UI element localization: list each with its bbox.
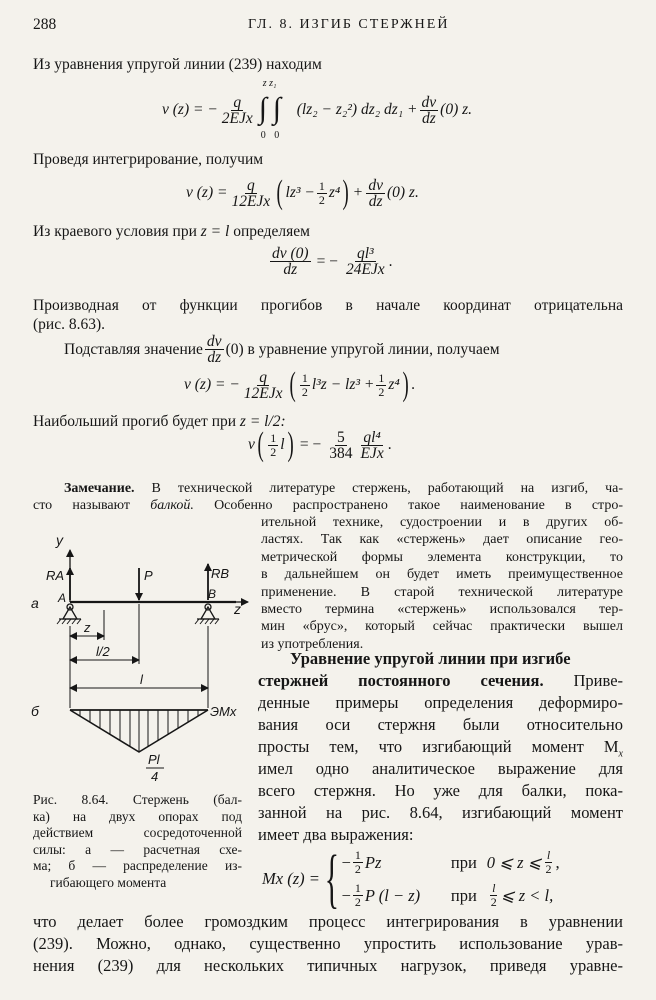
support-A-hatch — [57, 619, 81, 624]
equation-5: v ( $\frac{1}{2}$ l ) = − $\frac{5}{384}$ $\frac{\text{ql⁴}}{\text{EJx}}$ . — [248, 426, 392, 463]
note-line-5: метрической формы элемента конструкции, то — [261, 549, 623, 565]
label-P: P — [144, 568, 153, 583]
equation-1: v (z) = − $\frac{q}{\text{2EJx}}$ ∫ ∫ z z₁ 0 0 (lz₂ − z₂²) dz₂ dz₁ + $\frac{dv}{dz}$ (0) z. — [162, 78, 473, 141]
section-line-3: денные примеры определения деформиро- — [258, 693, 623, 712]
caption-line-1: Рис. 8.64. Стержень (бал- — [33, 792, 242, 807]
section-line-4: вания оси стержня были относительно — [258, 715, 623, 734]
note-line-7: применение. В старой технической литературе — [261, 584, 623, 600]
section-line-8: занной на рис. 8.64, изгибающий момент — [258, 803, 623, 822]
section-title-line-1: Уравнение упругой линии при изгибе — [290, 649, 571, 668]
label-peak-den: 4 — [151, 769, 159, 784]
section-line-7: всего стержня. Но уже для балки, пока- — [258, 781, 623, 800]
paragraph-6: Наибольший прогиб будет при z = l/2: — [33, 413, 286, 430]
equation-3: $\frac{dv (0)}{dz}$ = − $\frac{\text{ql³}}{\text{24EJx}}$ . — [272, 245, 393, 278]
note-line-1: Замечание. В технической литературе стержень, работающий на изгиб, ча- — [64, 481, 624, 496]
label-RB: RB — [211, 566, 230, 581]
section-title-line-2: стержней постоянного сечения. — [258, 671, 544, 690]
tail-line-3: нения (239) для нескольких типичных нагрузок, приведя уравне- — [33, 956, 623, 975]
label-dim-z: z — [84, 620, 91, 635]
support-A — [63, 607, 77, 619]
caption-line-2: ка) на двух опорах под — [33, 808, 242, 824]
note-line-10: из употребления. — [261, 636, 364, 652]
page-number: 288 — [33, 16, 57, 33]
paragraph-5: Подставляя значение $\frac{dv}{dz}$ (0) в уравнение упругой линии, получаем — [64, 333, 500, 366]
equation-2: v (z) = $\frac{q}{\text{12EJx}}$ ( lz³ − $\frac{1}{2}$ z⁴ ) + $\frac{dv}{dz}$ (0) z. — [186, 174, 419, 211]
label-z: z — [234, 601, 241, 617]
support-B-hatch — [195, 619, 219, 624]
double-integral: ∫ ∫ z z₁ 0 0 — [258, 78, 281, 141]
tail-line-1: что делает более громоздким процесс интегрирования в уравнении — [33, 912, 623, 931]
support-B — [201, 607, 215, 619]
paragraph-1: Из уравнения упругой линии (239) находим — [33, 56, 322, 73]
note-line-8: вместо термина «стержень» использовался тер- — [261, 602, 623, 617]
label-b: б — [31, 703, 39, 719]
caption-line-5: ма; б — распределение из- — [33, 858, 242, 874]
section-line-2: стержней постоянного сечения. Приве- — [258, 671, 624, 690]
label-dim-l2: l/2 — [96, 644, 110, 659]
label-RA: RA — [46, 568, 65, 583]
equation-4: v (z) = − $\frac{q}{\text{12EJx}}$ ( $\frac{1}{2}$ l³z − lz³ + $\frac{1}{2}$ z⁴ ) . — [184, 366, 415, 403]
note-line-4: ластях. Так как «стержень» дает описание гео- — [261, 532, 623, 548]
note-line-9: мин «брус», который сейчас практически вышел — [261, 619, 623, 635]
paragraph-3: Из краевого условия при z = l определяем — [33, 223, 310, 240]
label-peak-num: Pl — [148, 752, 160, 767]
section-line-6: имел одно аналитическое выражение для — [258, 759, 623, 778]
label-B: B — [208, 587, 217, 601]
note-line-3: ительной технике, судостроении и в других об- — [261, 515, 623, 530]
note-line-6: в дальнейшем он будет иметь преимущественное — [261, 567, 623, 583]
section-line-9: имеет два выражения: — [258, 825, 414, 844]
label-moment: ЭMx — [210, 704, 237, 719]
label-a: а — [31, 595, 39, 611]
paragraph-2: Проведя интегрирование, получим — [33, 151, 264, 168]
eq1-fraction: $\frac{q}{\text{2EJx}}$ — [221, 93, 253, 127]
running-title: ГЛ. 8. ИЗГИБ СТЕРЖНЕЙ — [248, 17, 450, 32]
caption-line-6: гибающего момента — [50, 875, 167, 890]
tail-line-2: (239). Можно, однако, существенно упростить использование урав- — [33, 934, 623, 953]
note-heading: Замечание. — [64, 481, 135, 496]
paragraph-4-line-1: Производная от функции прогибов в начале координат отрицательна — [33, 297, 623, 314]
label-dim-l: l — [140, 672, 143, 687]
note-line-2: сто называют балкой. Особенно распространено такое наименование в стро- — [33, 498, 623, 513]
paragraph-4-line-2: (рис. 8.63). — [33, 316, 105, 333]
caption-line-4: силы: а — расчетная схе- — [33, 841, 242, 857]
label-A: A — [58, 591, 67, 605]
section-line-5: просты тем, что изгибающий момент $M_x$ — [258, 737, 623, 760]
caption-line-3: действием сосредоточенной — [33, 825, 242, 841]
label-y: y — [56, 532, 63, 548]
beam-figure — [28, 528, 256, 788]
moment-hatch — [80, 710, 198, 752]
equation-6: Mx (z) = { − $\frac{1}{2}$ Pz при 0 ⩽ z ⩽ $\frac{l}{2}$ , − $\frac{1}{2}$ P (l − z) при $\frac{l}{2}$ ⩽ z < l, — [262, 842, 560, 915]
